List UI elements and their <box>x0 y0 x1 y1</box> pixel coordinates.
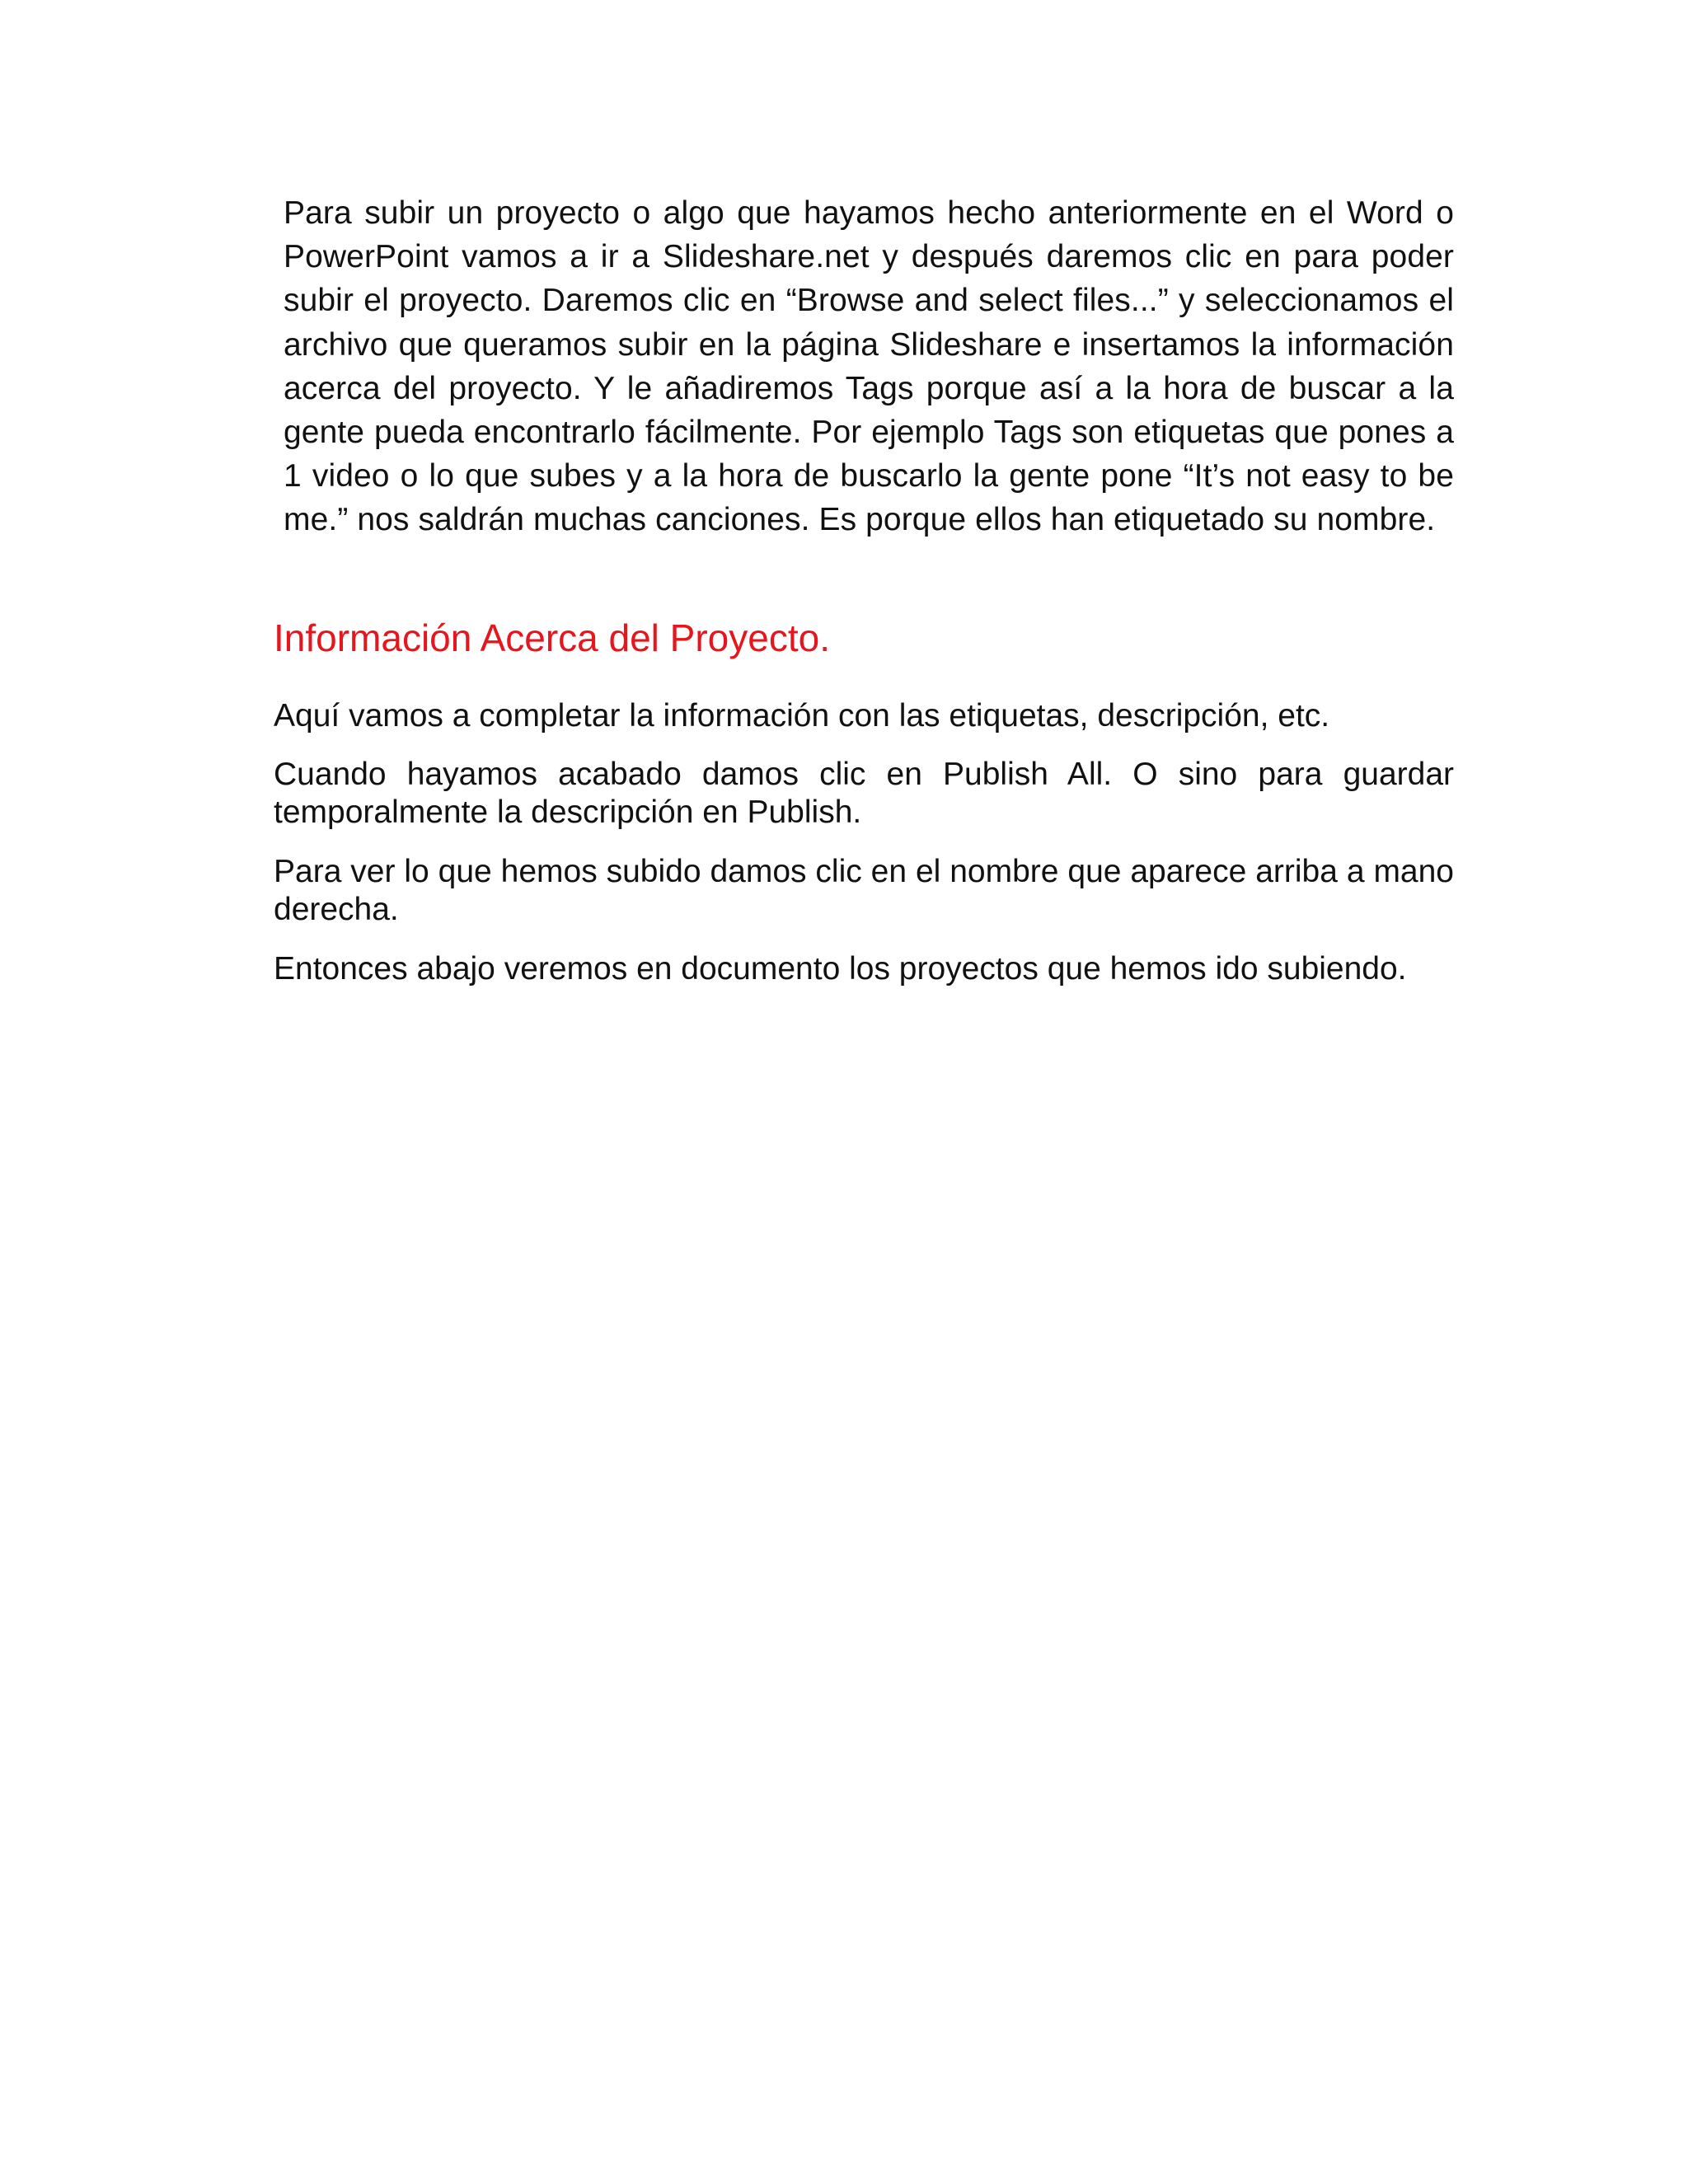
intro-paragraph: Para subir un proyecto o algo que hayamos hecho anteriormente en el Word o PowerPoint vamos a ir a Slideshare.net y después daremos clic en para poder subir el proyecto. Daremos clic en “Browse and select files...” y seleccionamos el archivo que queramos subir en la página Slideshare e insertamos la información acerca del proyecto. Y le añadiremos Tags porque así a la hora de buscar a la gente pueda encontrarlo fácilmente. Por ejemplo Tags son etiquetas que pones a 1 video o lo que subes y a la hora de buscarlo la gente pone “It’s not easy to be me.” nos saldrán muchas canciones. Es porque ellos han etiquetado su nombre. <box>284 195 1454 538</box>
body-paragraph: Aquí vamos a completar la información con las etiquetas, descripción, etc. <box>274 698 1330 733</box>
section-heading-period: . <box>819 616 830 659</box>
section-heading-text: Información Acerca del Proyecto <box>274 616 820 659</box>
section-heading <box>274 613 830 663</box>
body-paragraph: Para ver lo que hemos subido damos clic en el nombre que aparece arriba a mano derecha. <box>274 854 1454 927</box>
body-paragraph: Entonces abajo veremos en documento los proyectos que hemos ido subiendo. <box>274 951 1407 987</box>
body-paragraph: Cuando hayamos acabado damos clic en Publish All. O sino para guardar temporalmente la descripción en Publish. <box>274 757 1454 830</box>
